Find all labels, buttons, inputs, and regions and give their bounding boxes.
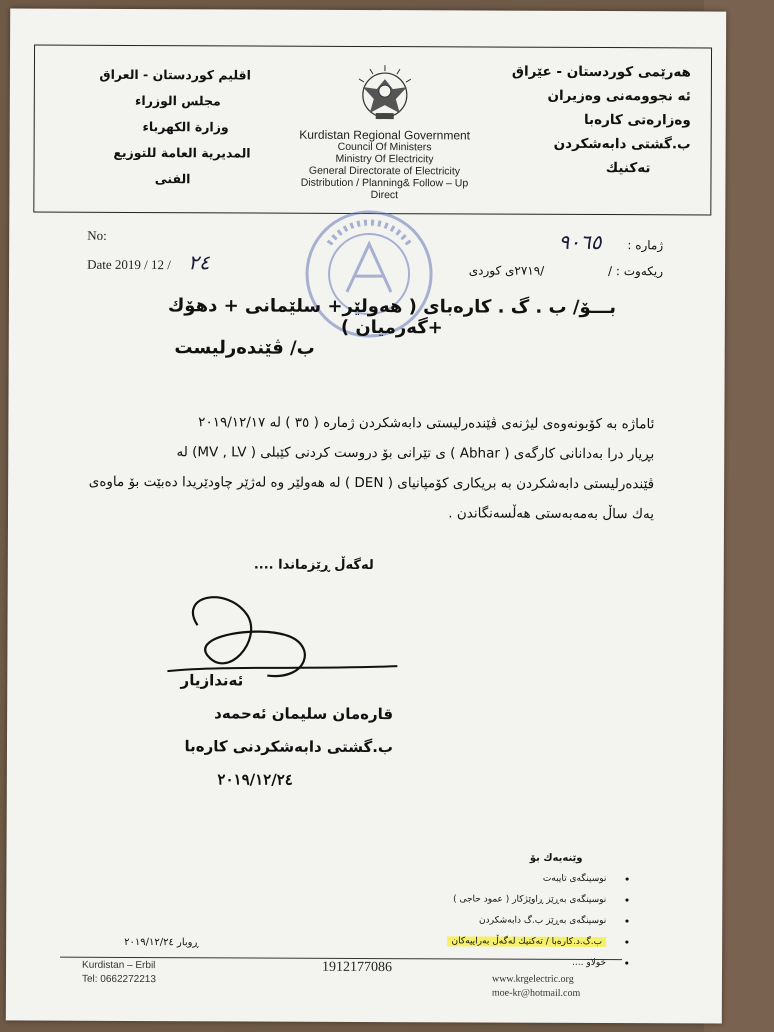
kurdish-date-row [469, 257, 663, 284]
en-line-4: General Directorate of Electricity [308, 164, 461, 178]
cc-item: نوسینگەى بەڕێز ب.گ دابەشكردن • [352, 910, 612, 932]
meta-kurdish [469, 228, 664, 284]
date-label: Date 2019 / 12 / [87, 256, 171, 273]
footer-website: www.krgelectric.org [491, 973, 574, 985]
arabic-line-2: مجلس الوزراء [135, 92, 221, 109]
cc-item-highlighted [352, 931, 612, 953]
arabic-line-5: الفنى [154, 171, 191, 187]
letter-page [6, 8, 726, 1023]
signature-block [133, 664, 394, 797]
en-line-1: Kurdistan Regional Government [299, 127, 471, 143]
cc-item: نوسینگەى تایبەت • [352, 868, 612, 890]
date-handwritten: ٢٤ [188, 250, 210, 275]
en-line-3: Ministry Of Electricity [335, 152, 434, 166]
closing: لەگەڵ ڕێزماندا .... [253, 557, 374, 574]
kurdish-year: /٢٧١٩ى كوردى [468, 263, 545, 278]
body-line-2: بڕیار درا بەدانانى كارگەى ( Abhar ) ى تێرانى بۆ دروست كردنى كێبلى ( MV , LV) لە [176, 444, 655, 463]
cc-title: وێنەیەك بۆ [529, 852, 583, 864]
letterhead [33, 45, 712, 216]
cc-item: نوسینگەى بەڕێز ڕاوێژكار ( عمود حاجى ) • [352, 889, 612, 911]
signatory-title: ئەندازیار [180, 671, 244, 690]
kurdish-line-5: تەکنیك [605, 160, 651, 177]
arabic-line-4: المديرية العامة للتوزيع [113, 144, 251, 161]
signatory-date: ٢٠١٩/١٢/٢٤ [217, 770, 293, 789]
arabic-line-1: اقليم كوردستان - العراق [99, 66, 251, 83]
addressee: بـــۆ/ ب . گ . كارەباى ( هەولێر+ سلێمانى + دهۆك +گەرمیان ) [167, 295, 617, 339]
number-handwritten: ٩٠٦٥ [558, 229, 602, 255]
kurdish-line-3: وەزارەتی کارەبا [583, 111, 691, 129]
en-line-6: Direct [370, 189, 399, 202]
kurdish-line-2: ئه نجوومەنی وەزیران [547, 87, 691, 105]
date-row [87, 249, 210, 279]
footer-contact [492, 973, 580, 1001]
meta-english [87, 223, 210, 279]
highlighted-text: ب.گ.د.كارەبا / تەكنیك لەگەڵ بەراییەكان [447, 936, 606, 947]
no-label: No: [87, 227, 107, 243]
number-label: ژماره : [627, 238, 664, 253]
footer-reference-number: 1912177086 [321, 959, 393, 976]
subject: ب/ ڤێندەرلیست [174, 337, 315, 359]
letterhead-center [284, 61, 485, 202]
footer-email: moe-kr@hotmail.com [491, 987, 581, 999]
body-line-3: ڤێندەرلیستى دابەشكردن بە بریكارى كۆمپانیاى ( DEN ) لە هەولێر وە لەژێر چاودێریدا دەبێت بۆ ماوەى [88, 473, 655, 493]
kurdish-line-1: هەرێمی کوردستان - عێراق [511, 63, 691, 81]
en-line-2: Council Of Ministers [337, 140, 432, 154]
footer-city: Kurdistan – Erbil [82, 959, 156, 972]
cc-item: خولاو .... • [352, 952, 612, 974]
kurdistan-emblem-icon [350, 61, 420, 129]
body-line-1: ئاماژە بە كۆبونەوەى لیژنەى ڤێندەرلیستى دابەشكردن ژمارە ( ٣٥ ) لە ٢٠١٩/١٢/١٧ [198, 414, 655, 433]
kurdish-date-label: ریكەوت : / [608, 264, 664, 279]
body-line-4: یەك ساڵ بەمەبەستى هەڵسەنگاندن . [448, 505, 655, 523]
number-row [469, 228, 663, 258]
footer-phone: Tel: 0662272213 [81, 973, 156, 986]
letter-body [82, 407, 655, 529]
arabic-line-3: وزارة الكهرباء [142, 119, 229, 135]
en-line-5: Distribution / Planning& Follow – Up [300, 176, 469, 190]
kurdish-line-4: ب.گشتی دابەشکردن [553, 135, 691, 153]
dated-line: ڕوبار ٢٠١٩/١٢/٢٤ [124, 936, 199, 949]
footer-address [82, 959, 156, 987]
letterhead-kurdish [460, 59, 691, 180]
signatory-position: ب.گشتى دابەشكردنى كارەبا [184, 737, 394, 757]
signatory-name: قارەمان سلیمان ئەحمەد [214, 704, 394, 724]
letterhead-arabic [50, 62, 251, 193]
